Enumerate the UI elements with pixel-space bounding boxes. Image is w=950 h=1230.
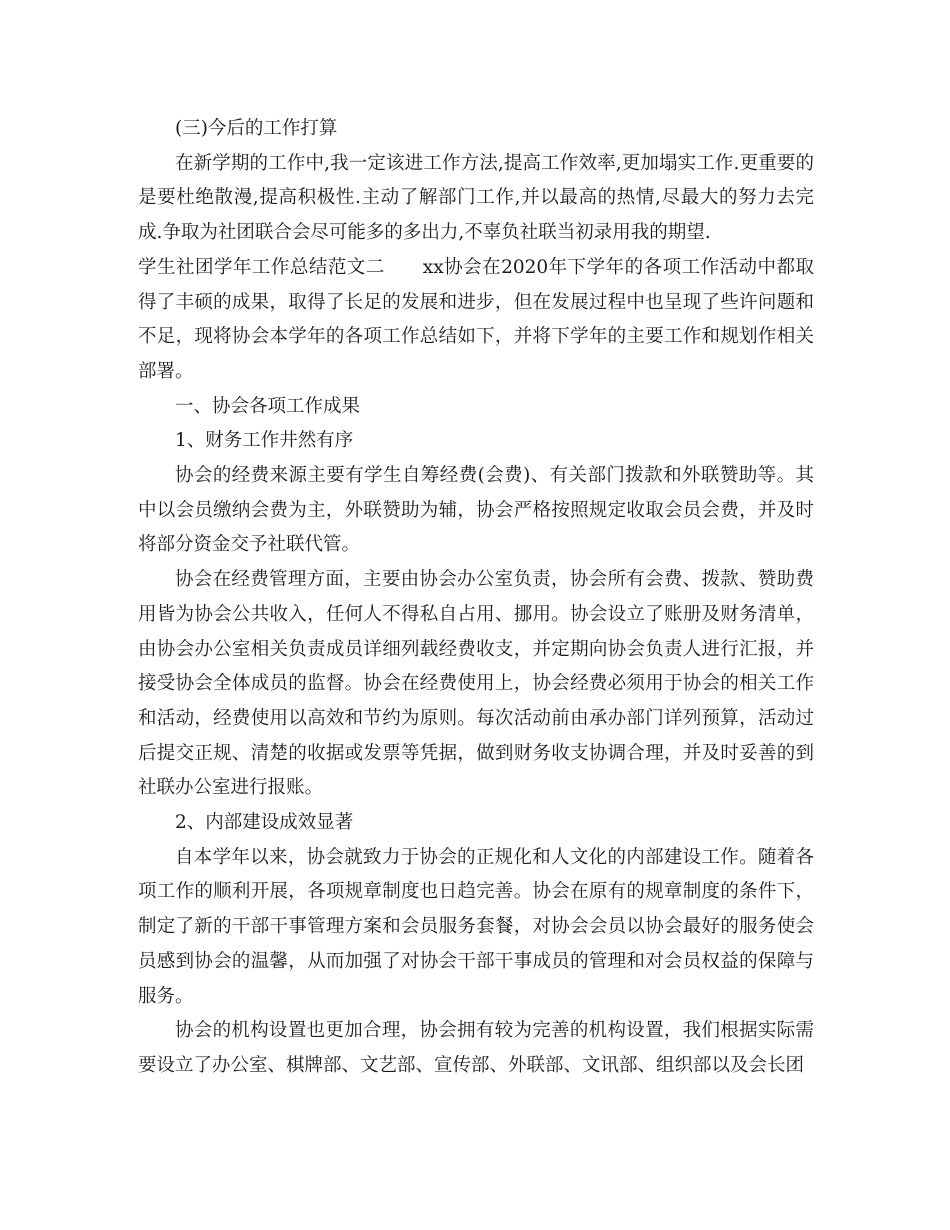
subsection-heading: 2、内部建设成效显著 — [175, 812, 354, 834]
section-heading: 一、协会各项工作成果 — [175, 395, 361, 417]
subsection-heading: 1、财务工作井然有序 — [175, 430, 354, 452]
paragraph: 协会在经费管理方面，主要由协会办公室负责，协会所有会费、拨款、赞助费用皆为协会公共收入，任何人不得私自占用、挪用。协会设立了账册及财务清单，由协会办公室相关负责成员详细列载经费收支，并定期向协会负责人进行汇报，并接受协会全体成员的监督。协会在经费使用上，协会经费必须用于协会的相关工作和活动，经费使用以高效和节约为原则。每次活动前由承办部门详列预算，活动过后提交正规、清楚的收据或发票等凭据，做到财务收支协调合理，并及时妥善的到社联办公室进行报账。 — [138, 569, 814, 799]
document-body — [138, 112, 814, 1084]
section-heading: (三)今后的工作打算 — [175, 118, 338, 139]
paragraph: 自本学年以来，协会就致力于协会的正规化和人文化的内部建设工作。随着各项工作的顺利开展，各项规章制度也日趋完善。协会在原有的规章制度的条件下，制定了新的干部干事管理方案和会员服务套餐，对协会会员以协会最好的服务使会员感到协会的温馨，从而加强了对协会干部干事成员的管理和对会员权益的保障与服务。 — [138, 846, 814, 1007]
paragraph: 协会的经费来源主要有学生自筹经费(会费)、有关部门拨款和外联赞助等。其中以会员缴纳会费为主，外联赞助为辅，协会严格按照规定收取会员会费，并及时将部分资金交予社联代管。 — [138, 465, 814, 556]
paragraph: 学生社团学年工作总结范文二 xx协会在2020年下学年的各项工作活动中都取得了丰硕的成果，取得了长足的发展和进步，但在发展过程中也呈现了些许问题和不足，现将协会本学年的各项工作总结如下，并将下学年的主要工作和规划作相关部署。 — [138, 256, 814, 382]
paragraph: 在新学期的工作中,我一定该进工作方法,提高工作效率,更加塌实工作.更重要的是要杜绝散漫,提高积极性.主动了解部门工作,并以最高的热情,尽最大的努力去完成.争取为社团联合会尽可能多的多出力,不辜负社联当初录用我的期望. — [138, 152, 814, 244]
paragraph: 协会的机构设置也更加合理，协会拥有较为完善的机构设置，我们根据实际需要设立了办公室、棋牌部、文艺部、宣传部、外联部、文讯部、组织部以及会长团 — [138, 1020, 814, 1076]
